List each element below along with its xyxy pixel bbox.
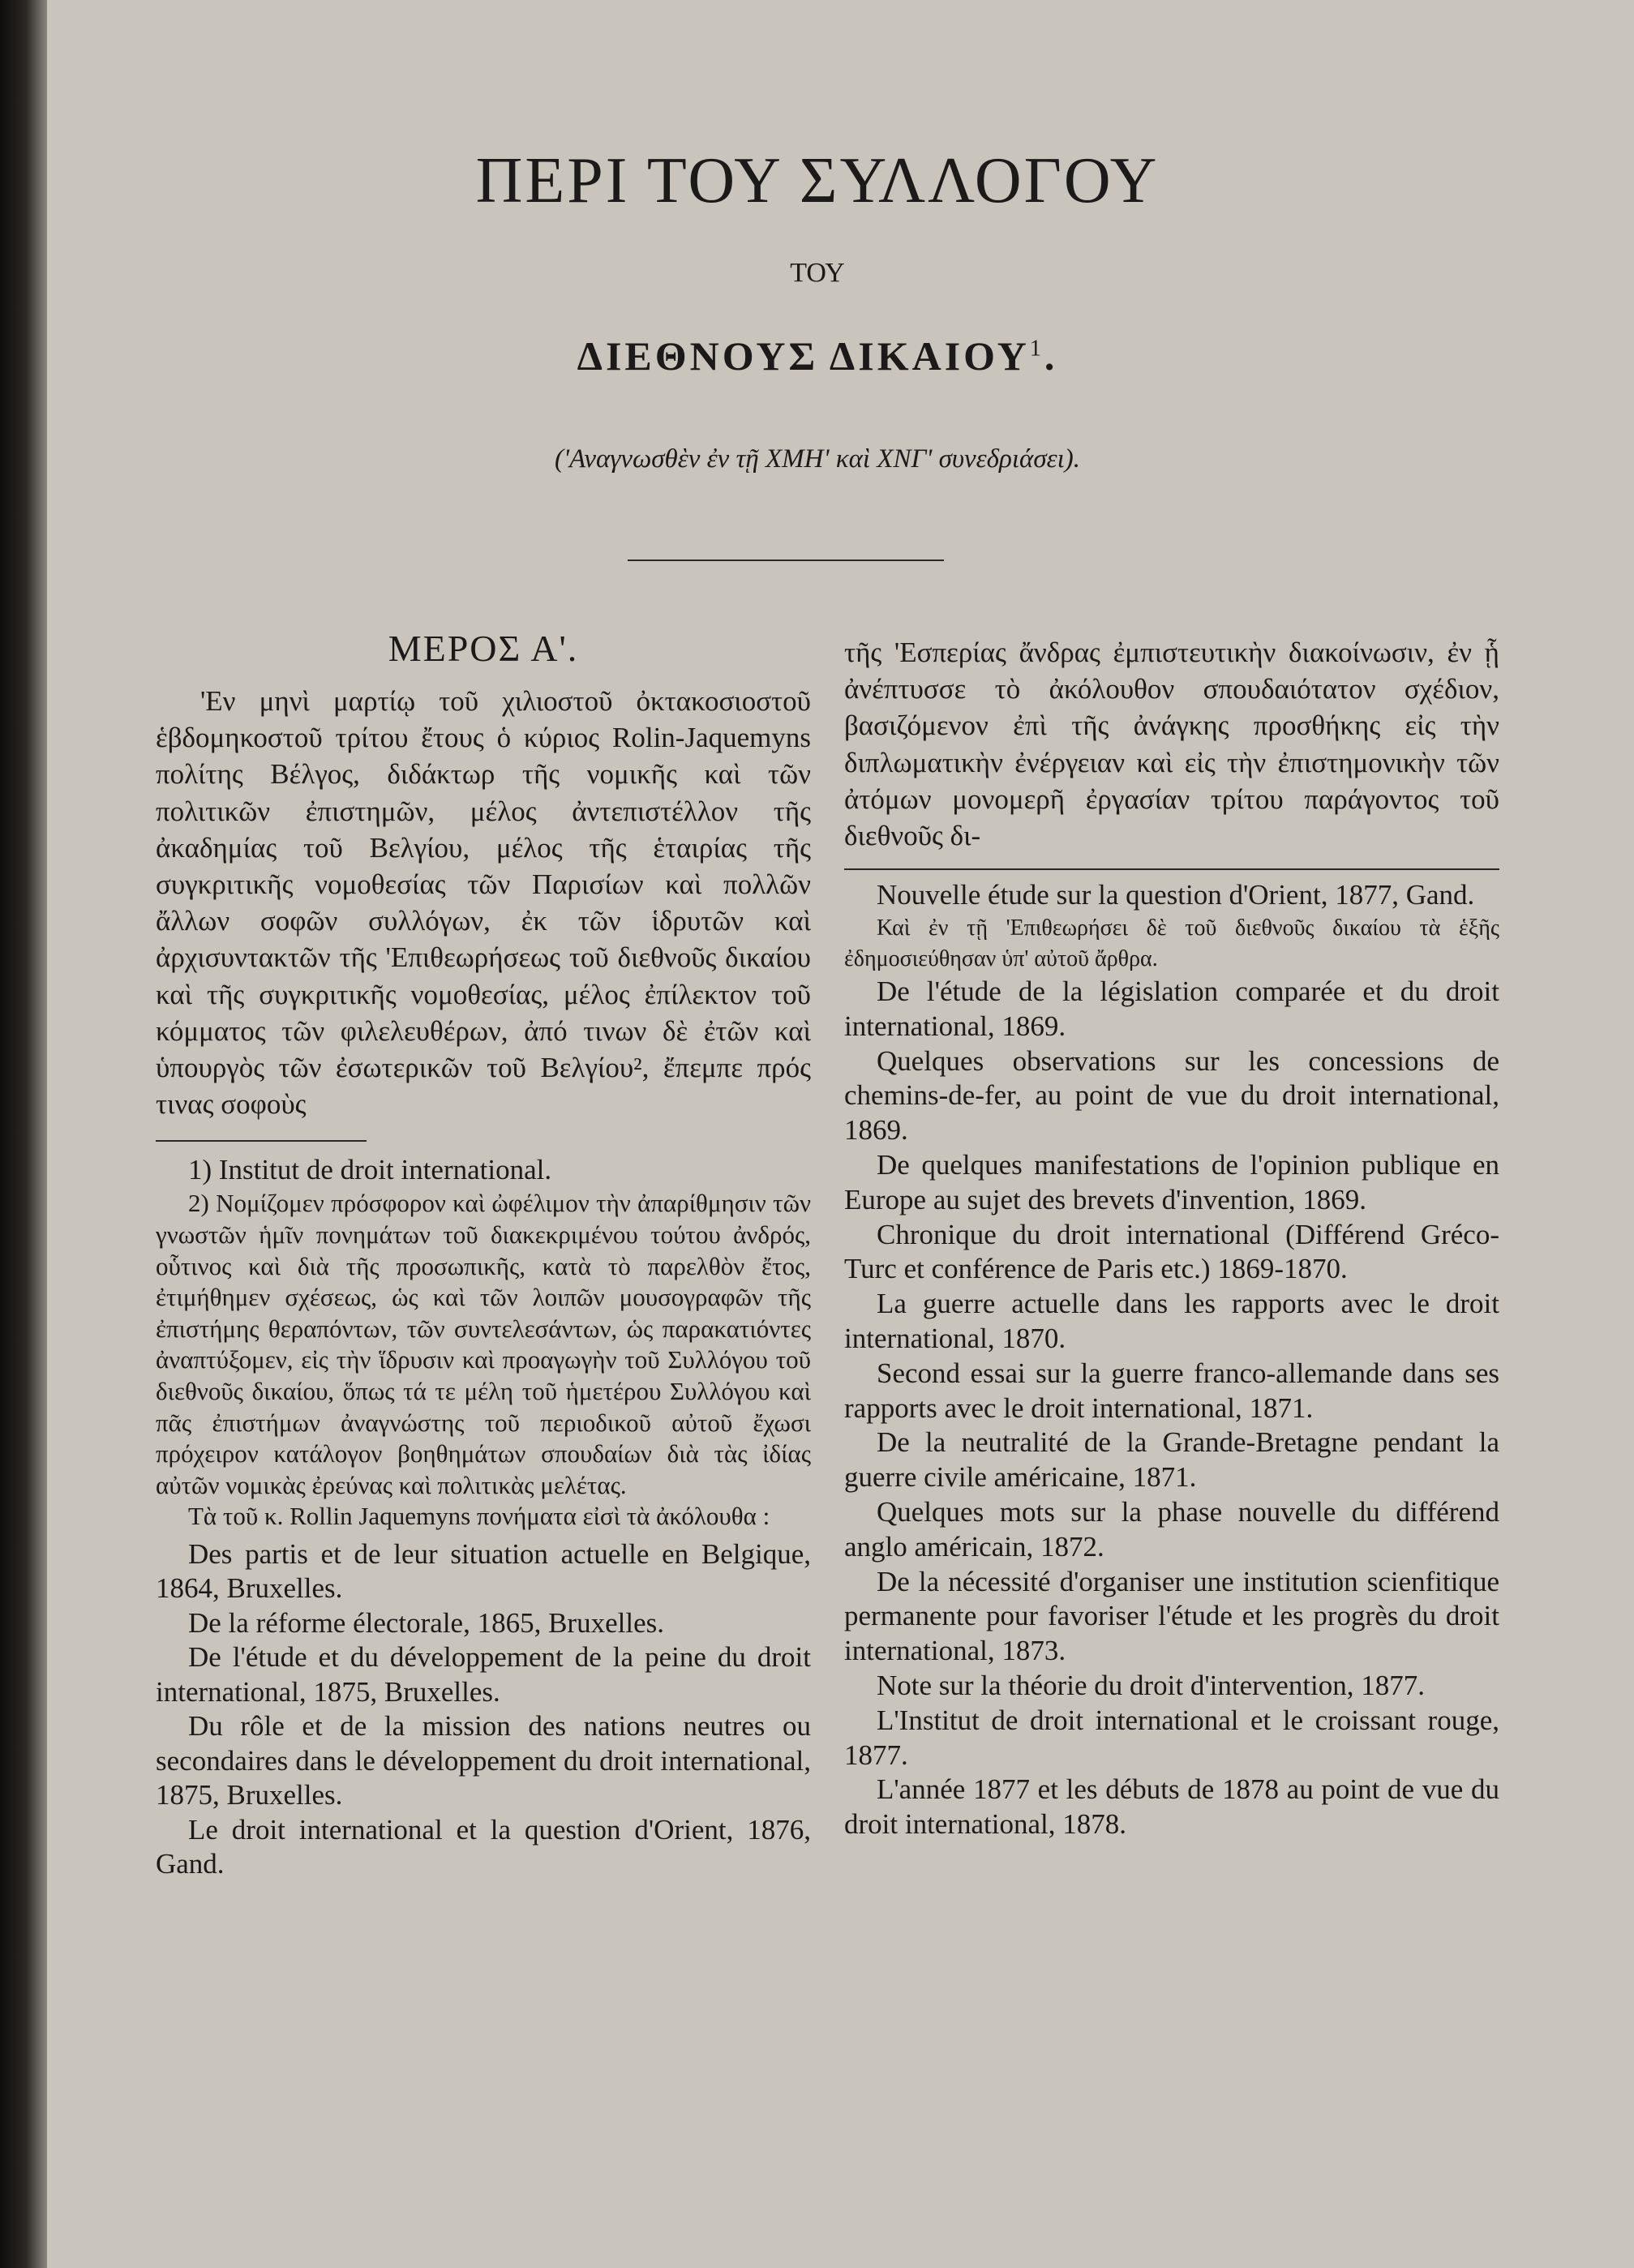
left-column — [156, 624, 811, 1882]
list-item: De la nécessité d'organiser une institution scienfitique permanente pour favoriser l'étude et les progrès du droit international, 1873. — [844, 1565, 1499, 1667]
works-list-right — [844, 878, 1499, 1842]
list-item: Note sur la théorie du droit d'intervention, 1877. — [877, 1669, 1426, 1701]
list-item: De l'étude et du développement de la peine du droit international, 1875, Bruxelles. — [156, 1641, 811, 1708]
list-item: Quelques observations sur les concessions de chemins-de-fer, au point de vue du droit international, 1869. — [844, 1044, 1499, 1147]
right-column — [844, 634, 1499, 1842]
body-paragraph: 'Εν μηνὶ μαρτίῳ τοῦ χιλιοστοῦ ὀκτακοσιοστοῦ ἑβδομηκοστοῦ τρίτου ἔτους ὁ κύριος Rolin-Jaquemyns πολίτης Βέλγος, διδάκτωρ τῆς νομικῆς καὶ τῶν πολιτικῶν ἐπιστημῶν, μέλος ἀντεπιστέλλον τῆς ἀκαδημίας τοῦ Βελγίου, μέλος τῆς ἑταιρίας τῆς συγκριτικῆς νομοθεσίας τῶν Παρισίων καὶ πολλῶν ἄλλων σοφῶν συλλόγων, ἐκ τῶν ἱδρυτῶν καὶ ἀρχισυντακτῶν τῆς 'Επιθεωρήσεως τοῦ διεθνοῦς δικαίου καὶ τῆς συγκριτικῆς νομοθεσίας, μέλος ἐπίλεκτον τοῦ κόμματος τῶν φιλελευθέρων, ἀπό τινων δὲ ἐτῶν καὶ ὑπουργὸς τῶν ἐσωτερικῶν τοῦ Βελγίου², ἔπεμπε πρός τινας σοφοὺς — [156, 685, 811, 1121]
reading-note: ('Αναγνωσθὲν ἐν τῇ ΧΜΗ' καὶ ΧΝΓ' συνεδριάσει). — [554, 444, 1081, 474]
list-item: La guerre actuelle dans les rapports avec le droit international, 1870. — [844, 1288, 1499, 1354]
column-divider — [844, 868, 1499, 870]
works-intro: Τὰ τοῦ κ. Rollin Jaquemyns πονήματα εἰσὶ τὰ ἀκόλουθα : — [188, 1502, 770, 1531]
title-divider — [628, 559, 944, 561]
title-connector: ΤΟΥ — [790, 258, 845, 288]
document-page — [47, 0, 1634, 2268]
footnote-2: 2) Νομίζομεν πρόσφορον καὶ ὠφέλιμον τὴν ἀπαρίθμησιν τῶν γνωστῶν ἡμῖν πονημάτων τοῦ διακεκριμένου τούτου ἀνδρός, οὗτινος καὶ διὰ τῆς προσωπικῆς, κατὰ τὸ παρελθὸν ἔτος, ἐτιμήθημεν σχέσεως, ὡς καὶ τῶν λοιπῶν μουσογραφῶν τῆς ἐπιστήμης θεραπόντων, τῶν συντελεσάντων, ὡς παρακατιόντες ἀναπτύξομεν, εἰς τὴν ἵδρυσιν καὶ προαγωγὴν τοῦ Συλλόγου τοῦ διεθνοῦς δικαίου, ὅπως τά τε μέλη τοῦ ἡμετέρου Συλλόγου καὶ πᾶς ἐπιστήμων ἀναγνώστης τοῦ περιοδικοῦ αὐτοῦ ἔχωσι πρόχειρον κατάλογον βοηθημάτων σπουδαίων διὰ τὰς ἰδίας αὐτῶν νομικὰς ἐρεύνας καὶ πολιτικὰς μελέτας. — [156, 1189, 811, 1499]
list-item: L'année 1877 et les débuts de 1878 au point de vue du droit international, 1878. — [844, 1773, 1499, 1841]
footnote-divider — [156, 1140, 367, 1142]
list-item: Des partis et de leur situation actuelle en Belgique, 1864, Bruxelles. — [156, 1537, 811, 1605]
list-item: De la neutralité de la Grande-Bretagne pendant la guerre civile américaine, 1871. — [844, 1426, 1499, 1494]
subtitle-footnote-mark: 1 — [1029, 336, 1044, 362]
list-item: Second essai sur la guerre franco-allemande dans ses rapports avec le droit international, 1871. — [844, 1357, 1499, 1424]
list-item: L'Institut de droit international et le croissant rouge, 1877. — [844, 1704, 1499, 1771]
list-item: Le droit international et la question d'Orient, 1876, Gand. — [156, 1813, 811, 1880]
list-item: De la réforme électorale, 1865, Bruxelles. — [188, 1606, 664, 1639]
list-item: Chronique du droit international (Différend Gréco-Turc et conférence de Paris etc.) 1869-1870. — [844, 1218, 1499, 1285]
list-item: De quelques manifestations de l'opinion publique en Europe au sujet des brevets d'invention, 1869. — [844, 1149, 1499, 1215]
part-heading: ΜΕΡΟΣ Α'. — [388, 628, 579, 669]
footnotes — [156, 1151, 811, 1533]
body-paragraph-continued: τῆς 'Εσπερίας ἄνδρας ἐμπιστευτικὴν διακοίνωσιν, ἐν ᾗ ἀνέπτυσσε τὸ ἀκόλουθον σπουδαιότατον σχέδιον, βασιζόμενον ἐπὶ τῆς ἀνάγκης προσθήκης εἰς τὴν διπλωματικὴν ἐνέργειαν καὶ εἰς τὴν ἐπιστημονικὴν τῶν ἀτόμων μονομερῆ ἐργασίαν τρίτου παράγοντος τοῦ διεθνοῦς δι- — [844, 637, 1499, 852]
page-title: ΠΕΡΙ ΤΟΥ ΣΥΛΛΟΓΟΥ — [475, 145, 1160, 217]
list-item: Nouvelle étude sur la question d'Orient, 1877, Gand. — [877, 879, 1475, 911]
list-item: Quelques mots sur la phase nouvelle du différend anglo américain, 1872. — [844, 1495, 1499, 1563]
list-item: Καὶ ἐν τῇ 'Επιθεωρήσει δὲ τοῦ διεθνοῦς δικαίου τὰ ἑξῆς ἐδημοσιεύθησαν ὑπ' αὐτοῦ ἄρθρα. — [844, 915, 1499, 972]
list-item: Du rôle et de la mission des nations neutres ou secondaires dans le développement du droit international, 1875, Bruxelles. — [156, 1710, 811, 1811]
works-list-left — [156, 1537, 811, 1882]
footnote-1: 1) Institut de droit international. — [188, 1154, 552, 1186]
subtitle-text: ΔΙΕΘΝΟΥΣ ΔΙΚΑΙΟΥ — [577, 333, 1030, 379]
page-subtitle: ΔΙΕΘΝΟΥΣ ΔΙΚΑΙΟΥ$^1$. — [577, 333, 1058, 379]
list-item: De l'étude de la législation comparée et du droit international, 1869. — [844, 975, 1499, 1042]
book-spine-shadow — [0, 0, 47, 2268]
